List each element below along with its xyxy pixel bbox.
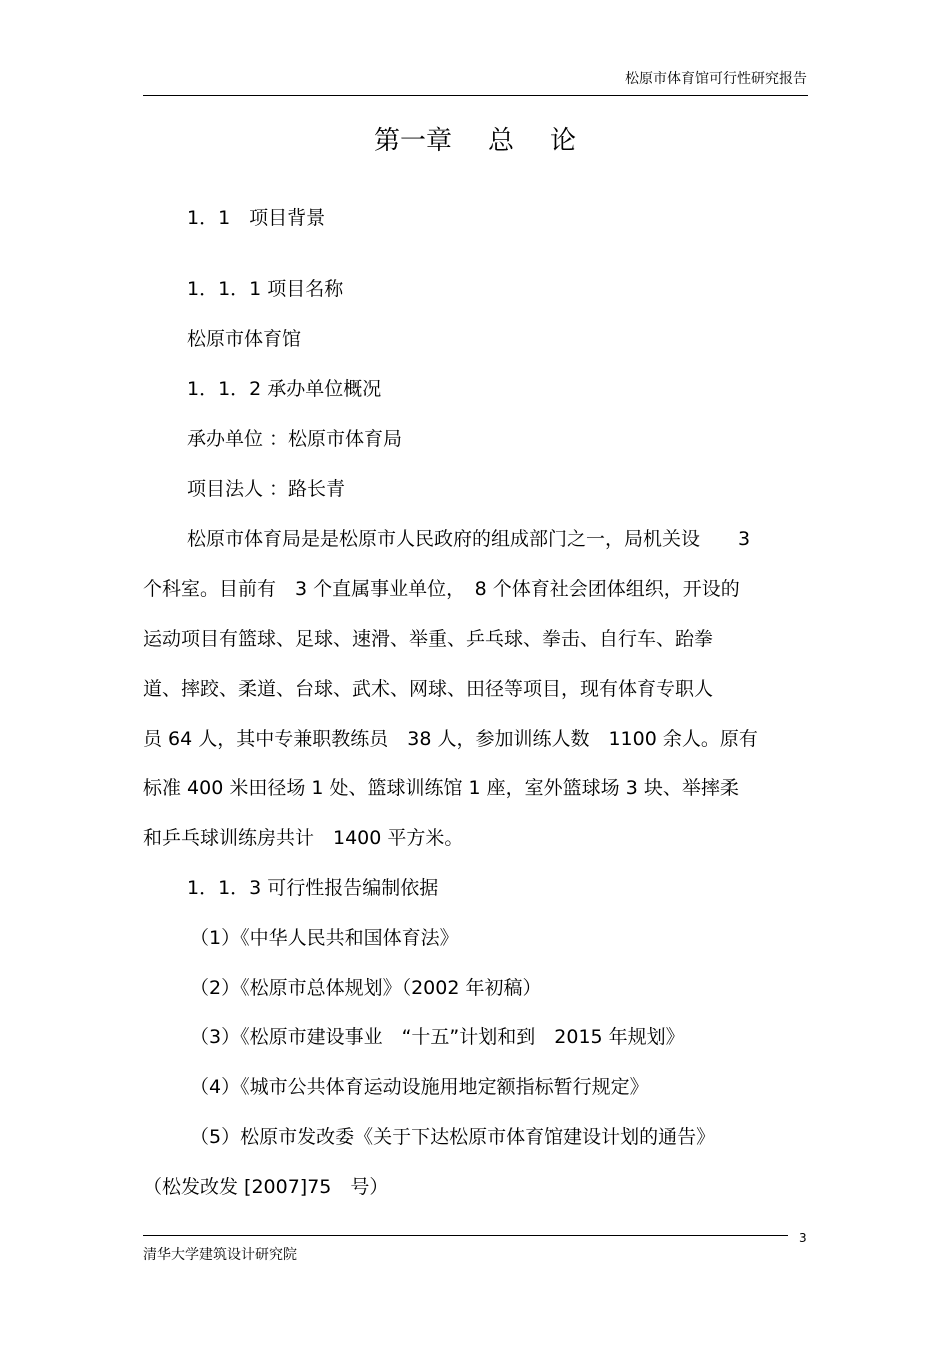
paragraph-line: 道、摔跤、柔道、台球、武术、网球、田径等项目，现有体育专职人 bbox=[143, 678, 714, 700]
basis-item: （3）《松原市建设事业 “十五”计划和到 2015 年规划》 bbox=[190, 1026, 685, 1048]
basis-item-continuation: （松发改发 [2007]75 号） bbox=[143, 1176, 389, 1198]
chapter-title-part1: 第一章 bbox=[373, 126, 452, 156]
basis-item: （4）《城市公共体育运动设施用地定额指标暂行规定》 bbox=[190, 1076, 649, 1098]
section-heading-1-1: 1．1 项目背景 bbox=[187, 207, 326, 229]
section-heading-1-1-3: 1．1．3 可行性报告编制依据 bbox=[187, 877, 439, 899]
basis-item: （2）《松原市总体规划》（2002 年初稿） bbox=[190, 977, 542, 999]
basis-item: （1）《中华人民共和国体育法》 bbox=[190, 927, 459, 949]
basis-item: （5）松原市发改委《关于下达松原市体育馆建设计划的通告》 bbox=[190, 1126, 716, 1148]
paragraph-line: 运动项目有篮球、足球、速滑、举重、乒乓球、拳击、自行车、跆拳 bbox=[143, 628, 714, 650]
chapter-title-part2: 总 bbox=[487, 126, 514, 156]
chapter-title bbox=[0, 124, 950, 158]
project-name: 松原市体育馆 bbox=[187, 328, 302, 350]
section-heading-1-1-2: 1．1．2 承办单位概况 bbox=[187, 378, 382, 400]
paragraph-line: 标准 400 米田径场 1 处、篮球训练馆 1 座，室外篮球场 3 块、举摔柔 bbox=[143, 777, 739, 799]
section-heading-1-1-1: 1．1．1 项目名称 bbox=[187, 278, 344, 300]
header-rule bbox=[143, 95, 808, 96]
chapter-title-part3: 论 bbox=[550, 126, 577, 156]
legal-person: 项目法人 ：路长青 bbox=[187, 478, 346, 500]
running-header: 松原市体育馆可行性研究报告 bbox=[625, 71, 807, 87]
paragraph-line: 个科室。目前有 3 个直属事业单位， 8 个体育社会团体组织，开设的 bbox=[143, 578, 740, 600]
host-unit: 承办单位 ：松原市体育局 bbox=[187, 428, 403, 450]
paragraph-line: 员 64 人，其中专兼职教练员 38 人，参加训练人数 1100 余人。原有 bbox=[143, 728, 758, 750]
paragraph-line: 松原市体育局是是松原市人民政府的组成部门之一，局机关设 3 bbox=[187, 528, 751, 550]
footer-organization: 清华大学建筑设计研究院 bbox=[143, 1247, 297, 1263]
page-number: 3 bbox=[799, 1231, 807, 1245]
paragraph-line: 和乒乓球训练房共计 1400 平方米。 bbox=[143, 827, 464, 849]
footer-rule bbox=[143, 1235, 788, 1236]
